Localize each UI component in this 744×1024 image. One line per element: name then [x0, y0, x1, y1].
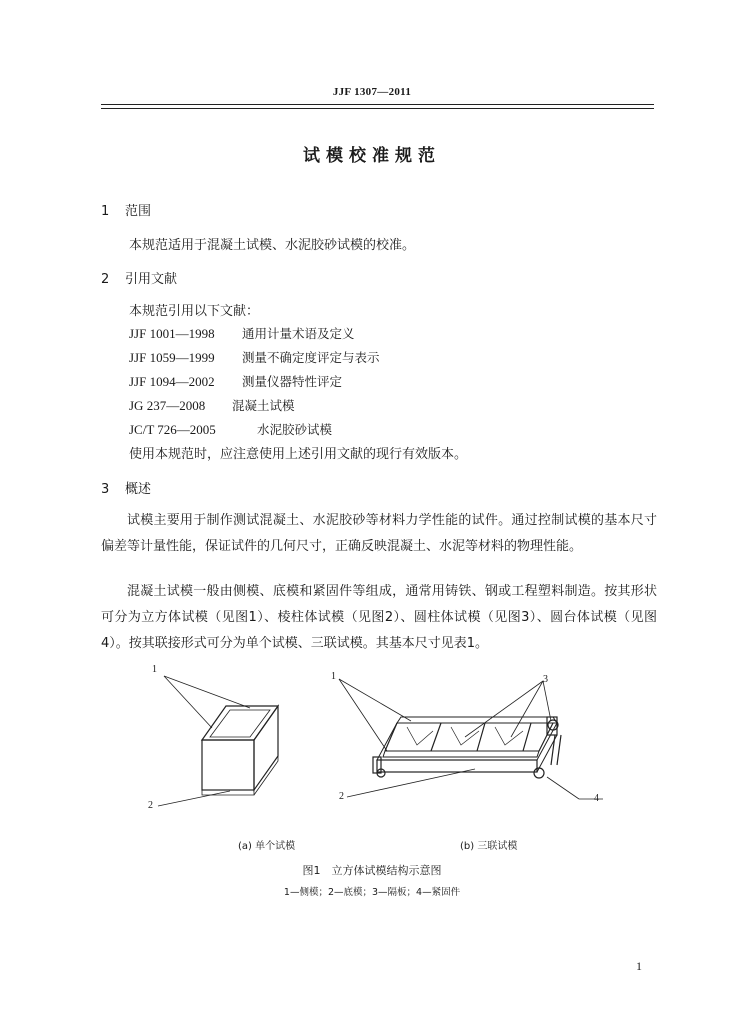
section-number: 3 [101, 482, 110, 497]
reference-code: JC/T 726—2005 [129, 422, 216, 437]
reference-name: 混凝土试模 [232, 398, 295, 413]
reference-name: 测量仪器特性评定 [242, 374, 343, 389]
section-number: 1 [101, 204, 110, 219]
reference-name: 水泥胶砂试模 [257, 422, 333, 437]
figure-caption: 图1 立方体试模结构示意图 [302, 864, 442, 877]
figure-b-label-4: 4 [594, 793, 599, 804]
reference-code: JJF 1059—1999 [129, 350, 215, 365]
figure-b-caption: (b) 三联试模 [460, 841, 518, 852]
header-rule-top [101, 104, 654, 105]
overview-paragraph-2: 混凝土试模一般由侧模、底模和紧固件等组成，通常用铸铁、钢或工程塑料制造。按其形状可分为立方体试模（见图1）、棱柱体试模（见图2）、圆柱体试模（见图3）、圆台体试模（见图4）。按其联接形式可分为单个试模、三联试模。其基本尺寸见表1。 [101, 584, 657, 651]
reference-name: 测量不确定度评定与表示 [242, 350, 380, 365]
document-code-header: JJF 1307—2011 [332, 86, 412, 98]
page-number: 1 [636, 959, 642, 973]
overview-paragraph-1: 试模主要用于制作测试混凝土、水泥胶砂等材料力学性能的试件。通过控制试模的基本尺寸偏差等计量性能，保证试件的几何尺寸，正确反映混凝土、水泥等材料的物理性能。 [101, 513, 657, 554]
reference-item [129, 396, 295, 414]
references-intro: 本规范引用以下文献： [129, 304, 260, 319]
figure-b-label-2: 2 [339, 791, 344, 802]
reference-code: JJF 1094—2002 [129, 374, 215, 389]
reference-code: JJF 1001—1998 [129, 326, 215, 341]
reference-item [129, 420, 332, 438]
figure-legend: 1—侧模；2—底模；3—隔板；4—紧固件 [283, 887, 461, 898]
document-title: 试模校准规范 [303, 146, 441, 166]
header-rule-bottom [101, 108, 654, 109]
figure-a-caption: (a) 单个试模 [238, 841, 296, 852]
section-1-heading [101, 200, 151, 219]
figure-b-label-1: 1 [331, 671, 336, 682]
figure-single-mold [140, 660, 310, 820]
section-number: 2 [101, 272, 110, 287]
references-note: 使用本规范时，应注意使用上述引用文献的现行有效版本。 [129, 447, 468, 462]
reference-item [129, 324, 355, 342]
reference-item [129, 348, 380, 366]
section-3-heading [101, 478, 151, 497]
reference-code: JG 237—2008 [129, 398, 206, 413]
section-title: 引用文献 [125, 272, 178, 287]
section-title: 范围 [125, 204, 152, 219]
figure-a-label-2: 2 [148, 800, 153, 811]
section-title: 概述 [125, 482, 152, 497]
figure-b-label-3: 3 [543, 674, 548, 685]
reference-name: 通用计量术语及定义 [242, 326, 355, 341]
figure-a-label-1: 1 [152, 664, 157, 675]
section-2-heading [101, 268, 177, 287]
figure-triple-mold [325, 665, 615, 815]
scope-paragraph: 本规范适用于混凝土试模、水泥胶砂试模的校准。 [129, 238, 416, 253]
reference-item [129, 372, 342, 390]
